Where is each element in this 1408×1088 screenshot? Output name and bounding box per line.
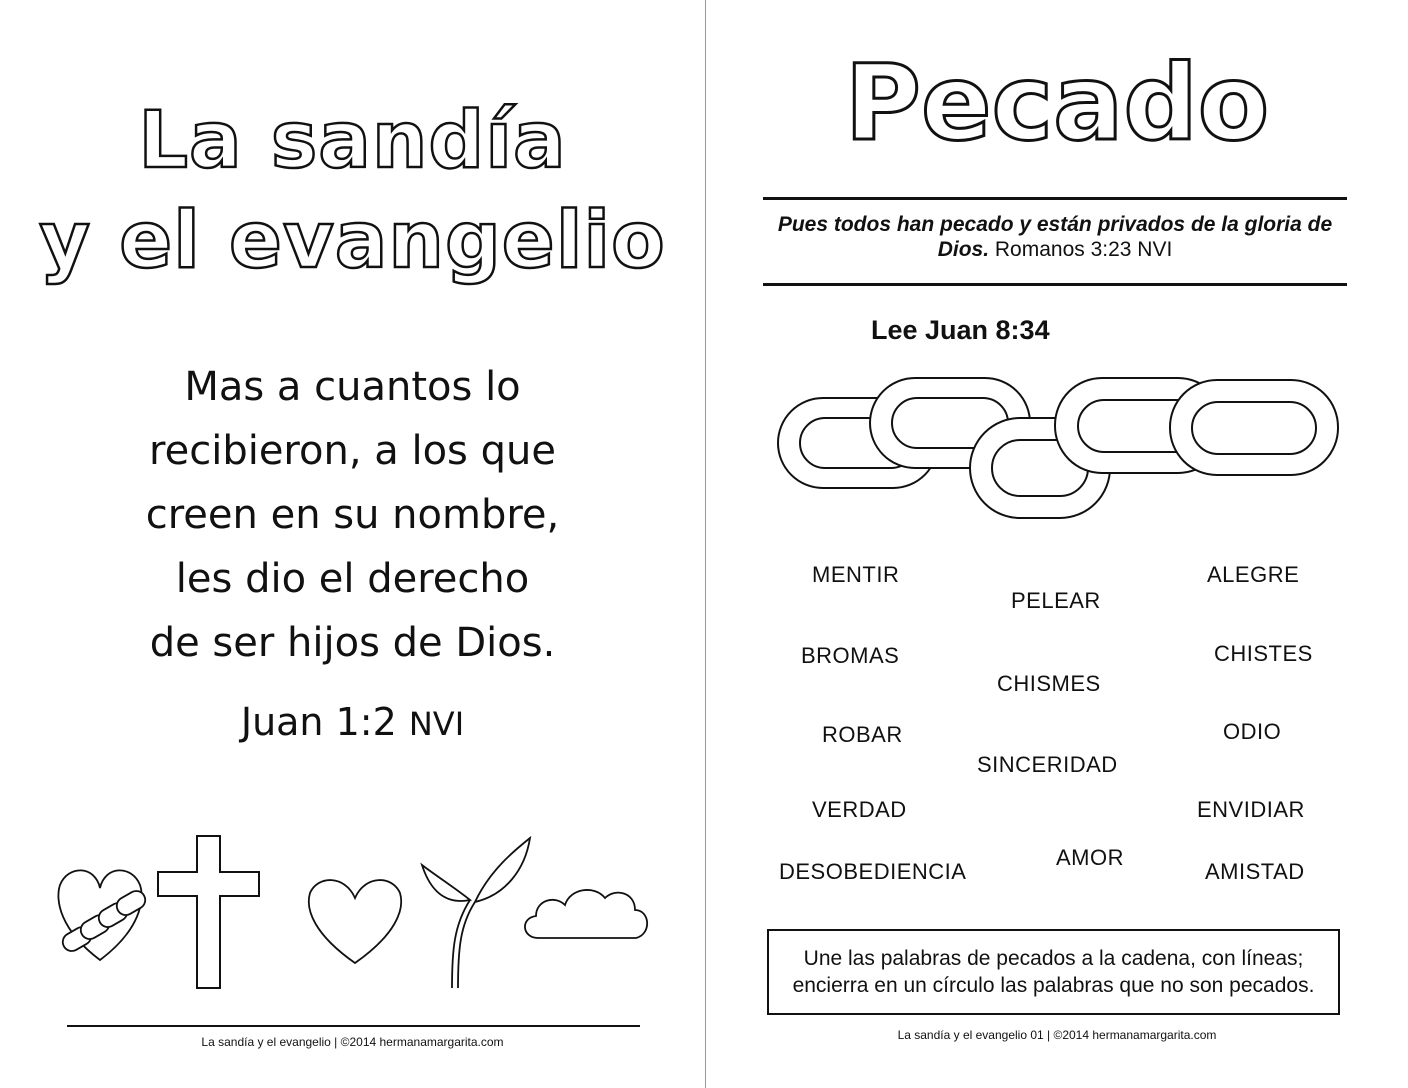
word-item: AMISTAD: [1205, 859, 1305, 884]
verse-bottom-rule: [763, 283, 1347, 286]
instructions-box: [767, 929, 1340, 1015]
title-line-1: La sandía: [138, 96, 567, 186]
footer-rule: [67, 1025, 640, 1027]
word-item: MENTIR: [812, 562, 900, 587]
word-item: SINCERIDAD: [977, 752, 1118, 777]
verse-top-rule: [763, 197, 1347, 200]
reading-instruction: Lee Juan 8:34: [871, 315, 1050, 345]
word-item: ENVIDIAR: [1197, 797, 1305, 822]
verse-reference-text: Juan 1:2: [240, 700, 397, 744]
word-item: PELEAR: [1011, 588, 1101, 613]
heart-with-chain-icon: [58, 870, 148, 960]
heart-icon: [309, 880, 401, 963]
word-item: CHISMES: [997, 671, 1101, 696]
right-page: [706, 0, 1408, 1088]
word-item: AMOR: [1056, 845, 1124, 870]
key-verse: [763, 212, 1347, 262]
verse-line: de ser hijos de Dios.: [149, 620, 556, 666]
word-item: ALEGRE: [1207, 562, 1300, 587]
icon-row: [50, 830, 660, 990]
word-item: ROBAR: [822, 722, 903, 747]
left-footer: La sandía y el evangelio | ©2014 hermanamargarita.com: [201, 1035, 504, 1049]
word-item: BROMAS: [801, 643, 900, 668]
word-item: CHISTES: [1214, 641, 1313, 666]
sprout-icon: [422, 838, 530, 988]
word-item: ODIO: [1223, 719, 1282, 744]
verse-version: NVI: [408, 705, 465, 743]
cloud-icon: [525, 890, 647, 938]
word-item: VERDAD: [812, 797, 907, 822]
verse-line: Mas a cuantos lo: [184, 364, 521, 410]
verse-reference: [0, 700, 705, 744]
word-item: DESOBEDIENCIA: [779, 859, 967, 884]
instructions-line: Une las palabras de pecados a la cadena, con líneas;: [803, 947, 1304, 970]
verse-line: recibieron, a los que: [149, 428, 556, 474]
instructions-line: encierra en un círculo las palabras que no son pecados.: [792, 974, 1315, 997]
verse-text: [0, 355, 705, 675]
title-line-2: y el evangelio: [39, 196, 666, 286]
chain-icon: [770, 360, 1346, 530]
right-footer: La sandía y el evangelio 01 | ©2014 hermanamargarita.com: [897, 1028, 1217, 1042]
key-verse-reference: Romanos 3:23 NVI: [994, 238, 1173, 261]
cross-icon: [158, 836, 259, 988]
page-title: Pecado: [844, 42, 1270, 164]
verse-line: les dio el derecho: [175, 556, 530, 602]
verse-line: creen en su nombre,: [145, 492, 560, 538]
key-verse-text: Pues todos han pecado y están privados de la gloria de Dios.: [777, 213, 1333, 261]
